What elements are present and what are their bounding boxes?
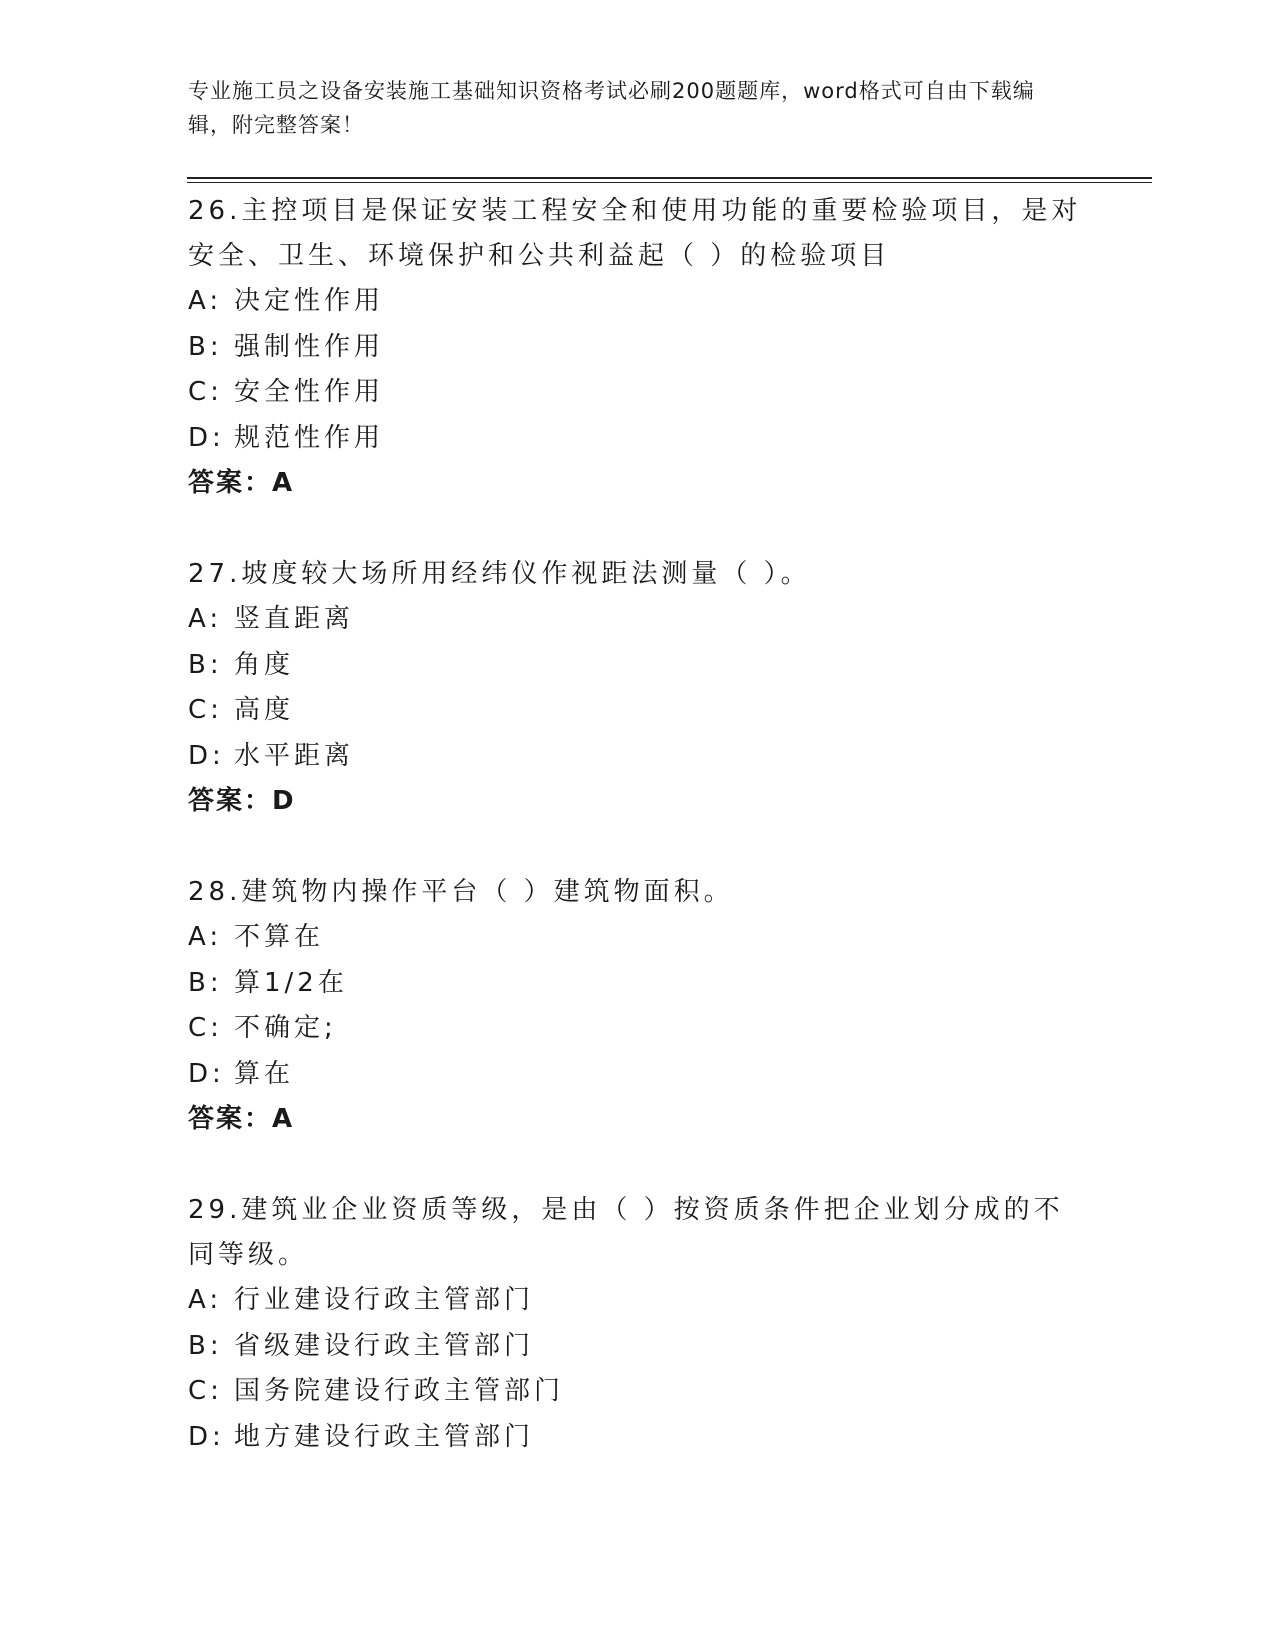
option-label: D: [188,1058,225,1089]
option-text: 不确定; [234,1013,337,1043]
option-d [188,734,1088,780]
option-b [188,961,1088,1007]
option-text: 国务院建设行政主管部门 [234,1376,565,1406]
answer-line: 答案：D [188,786,296,816]
option-text: 安全性作用 [234,377,385,407]
question-stem: 26.主控项目是保证安装工程安全和使用功能的重要检验项目，是对安全、卫生、环境保护和公共利益起（ ）的检验项目 [188,196,1082,271]
question-stem: 27.坡度较大场所用经纬仪作视距法测量（ ）。 [188,559,811,589]
option-label: A: [188,922,223,952]
option-text: 地方建设行政主管部门 [234,1421,535,1452]
question-28 [188,870,1088,1142]
option-b [188,1324,1088,1370]
question-26 [188,189,1088,506]
option-text: 高度 [234,695,295,725]
question-29 [188,1188,1088,1460]
option-c [188,1369,1088,1415]
option-label: C: [188,695,223,725]
option-label: B: [188,649,223,680]
question-list [188,189,1088,1506]
option-c [188,370,1088,416]
question-stem: 28.建筑物内操作平台（ ）建筑物面积。 [188,877,734,907]
option-label: B: [188,331,223,362]
option-a [188,1278,1088,1324]
option-a [188,915,1088,961]
option-text: 决定性作用 [234,286,385,316]
option-c [188,688,1088,734]
option-label: D: [188,740,225,771]
option-text: 省级建设行政主管部门 [234,1330,535,1361]
question-stem: 29.建筑业企业资质等级，是由（ ）按资质条件把企业划分成的不同等级。 [188,1195,1064,1270]
option-label: D: [188,422,225,453]
option-text: 水平距离 [234,740,355,771]
option-label: B: [188,967,223,998]
option-b [188,325,1088,371]
option-text: 行业建设行政主管部门 [234,1285,535,1315]
option-text: 算在 [234,1058,295,1089]
option-text: 竖直距离 [234,604,355,634]
header-rule-thick [187,177,1152,179]
option-a [188,597,1088,643]
question-27 [188,552,1088,824]
option-a [188,279,1088,325]
option-b [188,643,1088,689]
option-label: B: [188,1330,223,1361]
option-label: A: [188,604,223,634]
option-label: C: [188,1376,223,1406]
header-rule-thin [187,182,1152,183]
option-text: 不算在 [234,922,325,952]
document-header: 专业施工员之设备安装施工基础知识资格考试必刷200题题库，word格式可自由下载编辑，附完整答案！ [188,79,1035,137]
option-label: A: [188,1285,223,1315]
option-label: C: [188,377,223,407]
answer-line: 答案：A [188,468,295,498]
option-text: 规范性作用 [234,422,385,453]
option-label: D: [188,1421,225,1452]
option-text: 强制性作用 [234,331,385,362]
option-text: 算1/2在 [234,967,348,998]
option-c [188,1006,1088,1052]
option-d [188,1415,1088,1461]
option-label: C: [188,1013,223,1043]
option-d [188,1052,1088,1098]
option-text: 角度 [234,649,295,680]
answer-line: 答案：A [188,1104,295,1134]
option-d [188,416,1088,462]
option-label: A: [188,286,223,316]
